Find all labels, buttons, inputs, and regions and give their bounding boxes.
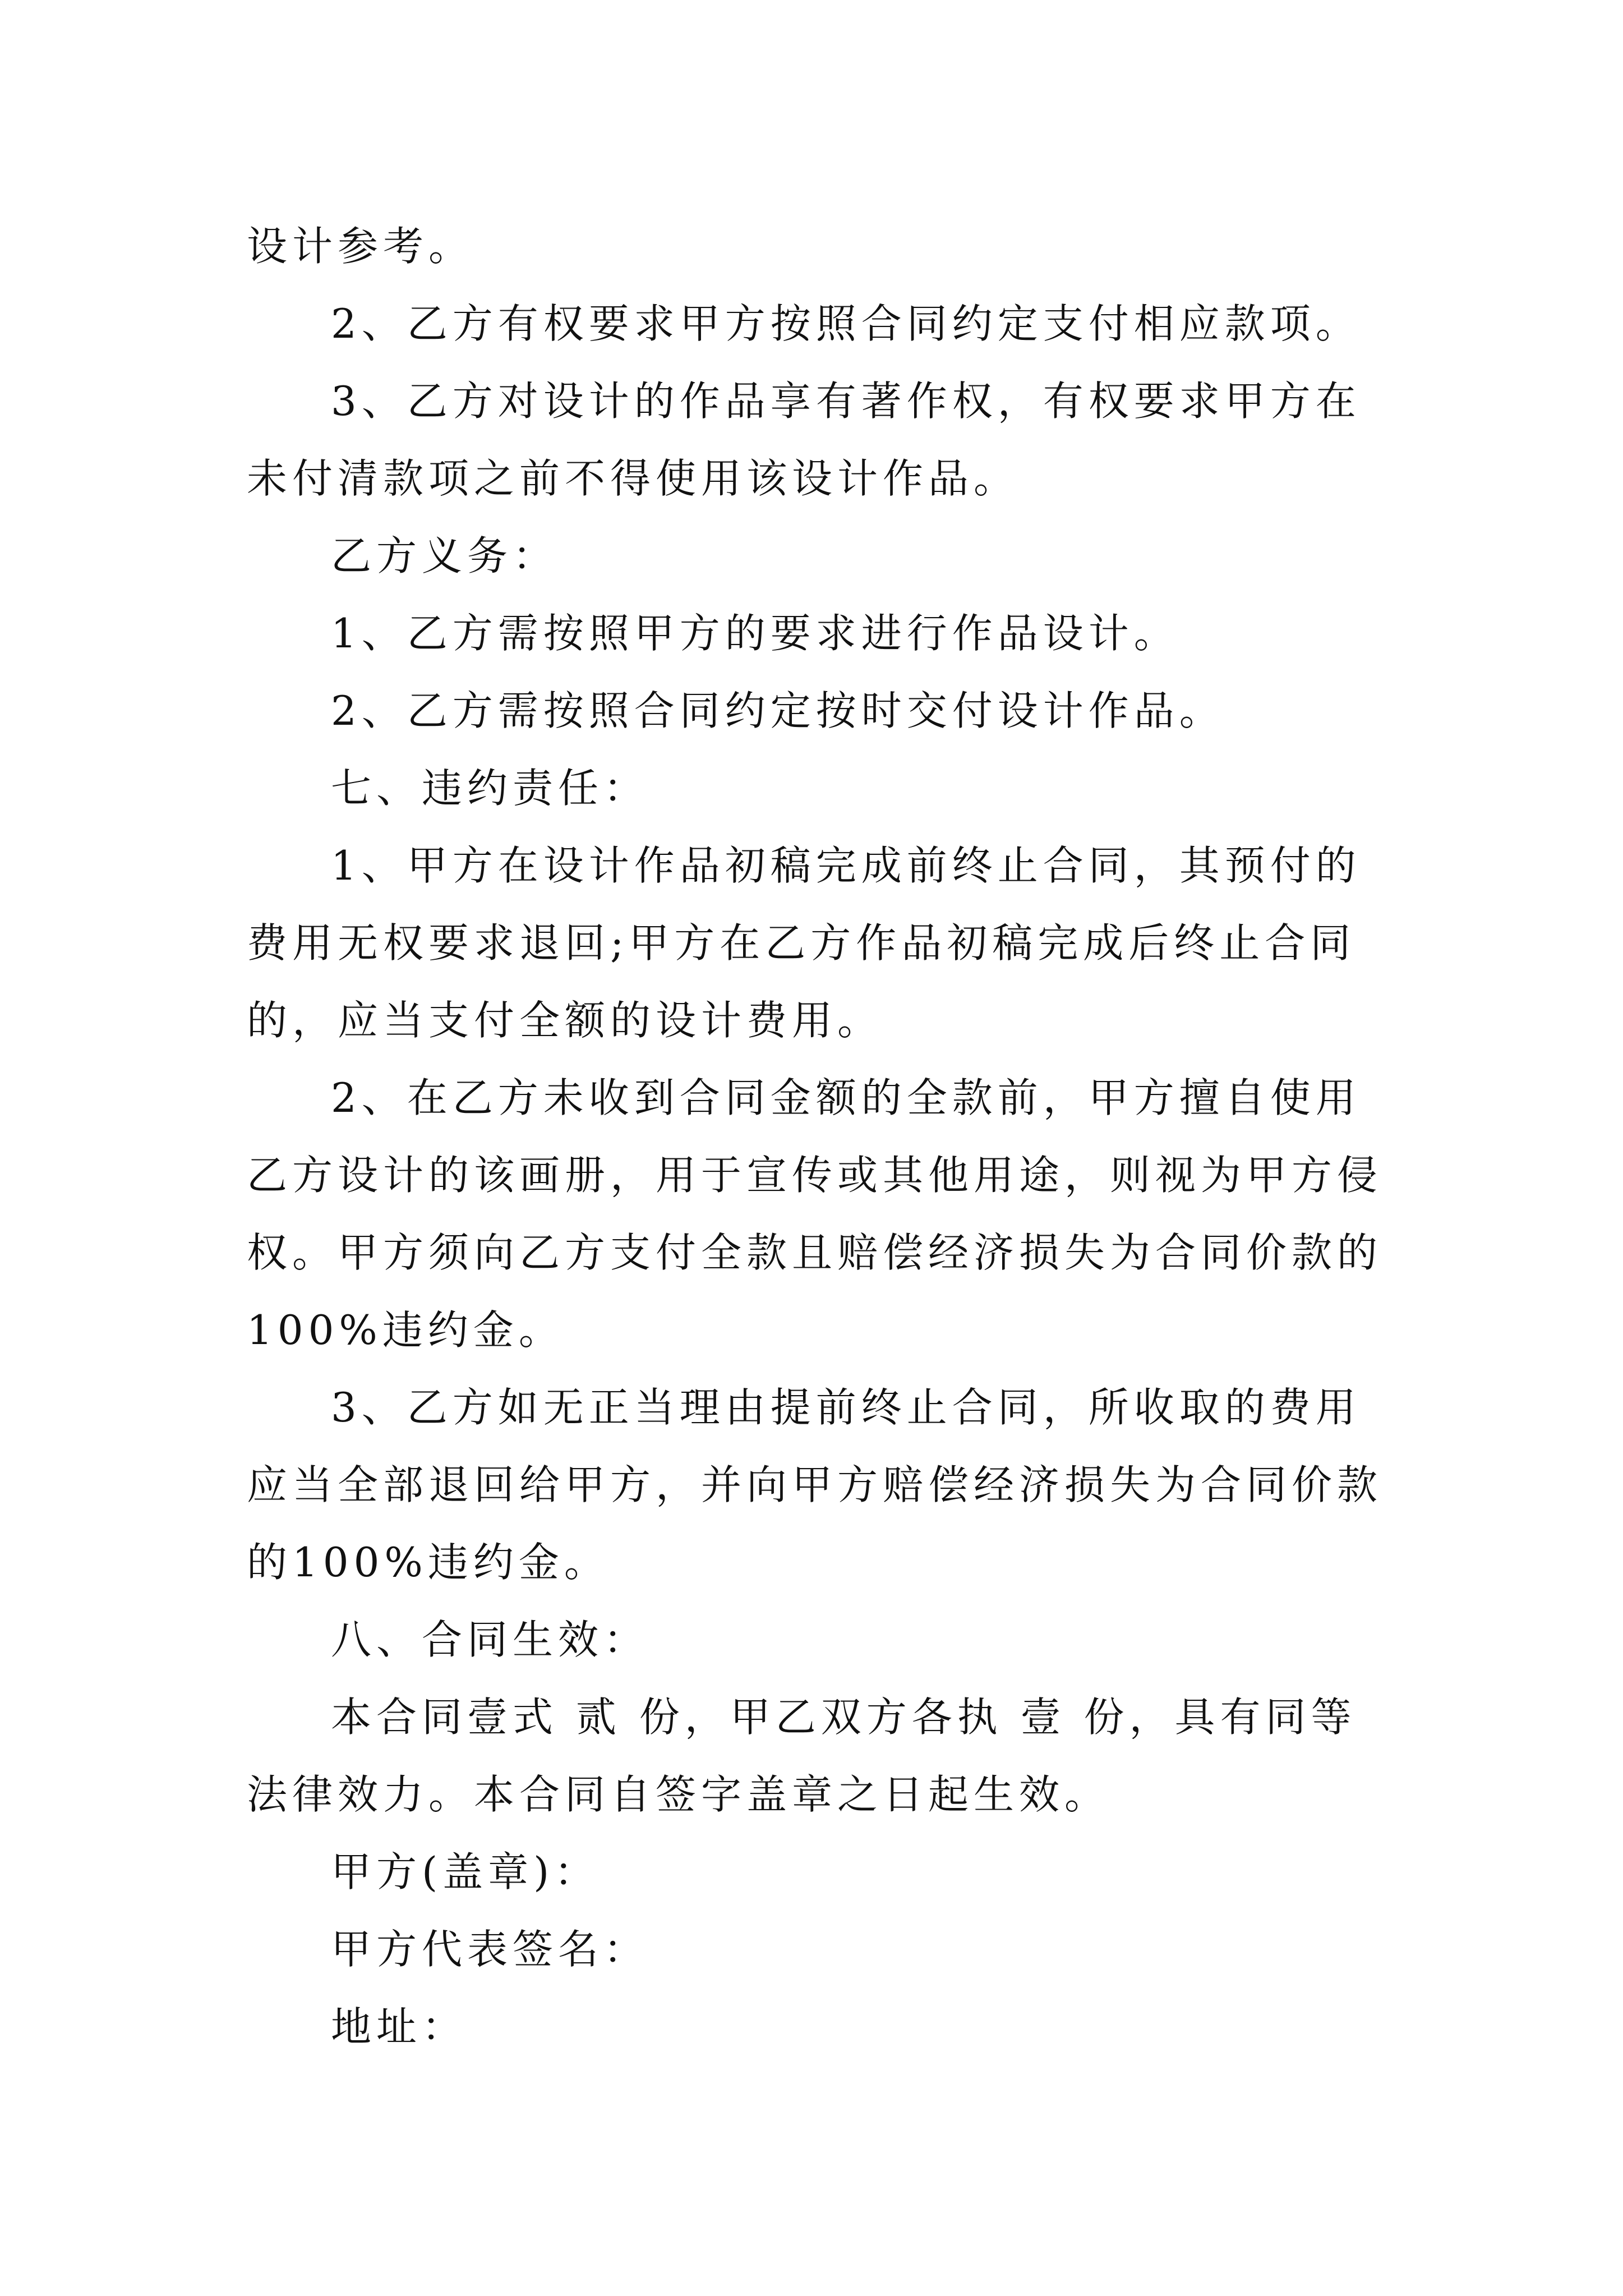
heading-contract-effect: 八、合同生效： bbox=[331, 1616, 649, 1663]
paragraph-party-b-right-copyright: 3、乙方对设计的作品享有著作权，有权要求甲方在未付清款项之前不得使用该设计作品。 bbox=[247, 378, 1361, 502]
signature-address: 地址： bbox=[331, 2003, 468, 2050]
paragraph-breach-clause-2: 2、在乙方未收到合同金额的全款前，甲方擅自使用乙方设计的该画册，用于宣传或其他用途，则视为甲方侵权。甲方须向乙方支付全款且赔偿经济损失为合同价款的100%违约金。 bbox=[247, 1074, 1383, 1354]
paragraph-party-b-obligation-design: 1、乙方需按照甲方的要求进行作品设计。 bbox=[331, 610, 1179, 657]
paragraph-party-b-right-payment: 2、乙方有权要求甲方按照合同约定支付相应款项。 bbox=[331, 300, 1361, 347]
document-body bbox=[247, 208, 1391, 2065]
heading-breach-liability: 七、违约责任： bbox=[331, 765, 649, 812]
paragraph-design-reference: 设计参考。 bbox=[247, 223, 474, 270]
signature-party-a-representative: 甲方代表签名： bbox=[331, 1926, 649, 1973]
paragraph-contract-copies: 本合同壹式 贰 份，甲乙双方各执 壹 份，具有同等法律效力。本合同自签字盖章之日起生效。 bbox=[247, 1694, 1357, 1818]
paragraph-party-b-obligation-delivery: 2、乙方需按照合同约定按时交付设计作品。 bbox=[331, 687, 1225, 734]
heading-party-b-obligations: 乙方义务： bbox=[331, 532, 559, 579]
paragraph-breach-clause-1: 1、甲方在设计作品初稿完成前终止合同，其预付的费用无权要求退回;甲方在乙方作品初稿完成后终止合同的，应当支付全额的设计费用。 bbox=[247, 842, 1361, 1044]
signature-party-a-seal: 甲方(盖章)： bbox=[331, 1848, 600, 1895]
paragraph-breach-clause-3: 3、乙方如无正当理由提前终止合同，所收取的费用应当全部退回给甲方，并向甲方赔偿经济损失为合同价款的100%违约金。 bbox=[247, 1384, 1383, 1586]
